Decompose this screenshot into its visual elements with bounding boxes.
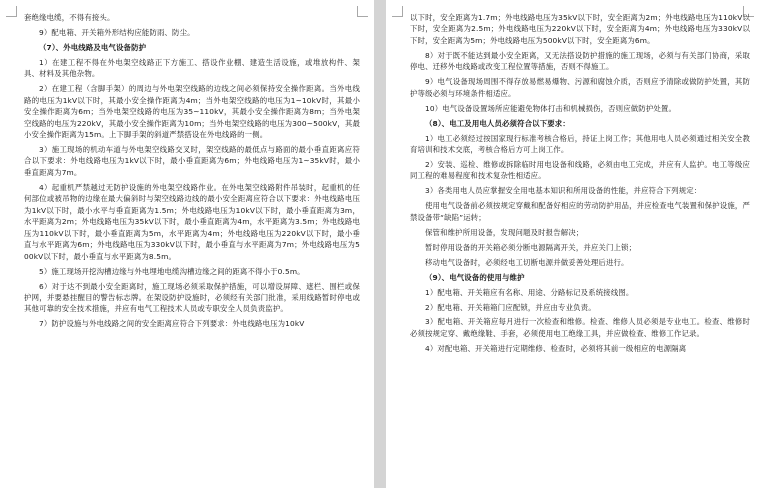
paragraph: 3）各类用电人员应掌握安全用电基本知识和所用设备的性能，并应符合下列规定：: [425, 186, 702, 196]
paragraph: 1）电工必须经过按国家现行标准考核合格后，持证上岗工作；其他用电人员必须通过相关安全教育培训和技术交底，考核合格后方可上岗工作。: [410, 133, 750, 155]
right-page: [386, 0, 760, 488]
section-heading: （9）、电气设备的使用与维护: [425, 272, 525, 282]
paragraph: 9）配电箱、开关箱外形结构应能防雨、防尘。: [39, 27, 195, 37]
paragraph: 2）在建工程（含脚手架）的周边与外电架空线路的边线之间必须保持安全操作距离。当外电线路的电压为1kV以下时，其最小安全操作距离为4m；当外电架空线路的电压为1~10kV时，其最小安全操作距离为6m；当外电架空线路的电压为35~110kV，其最小安全操作距离为8m；当外电架空线路的电压为220kV，其最小安全操作距离为10m；当外电架空线路的电压为300~500kV，其最小安全操作距离为15m。上下脚手架的斜道严禁搭设在外电线路的一侧。: [24, 84, 360, 140]
paragraph: 暂时停用设备的开关箱必须分断电源隔离开关，并应关门上锁；: [425, 242, 637, 252]
paragraph: 2）配电箱、开关箱箱门应配锁，并应由专业负责。: [425, 302, 596, 312]
page-gutter: [374, 0, 386, 488]
paragraph: 3）施工现场的机动车道与外电架空线路交叉时，架空线路的最低点与路面的最小垂直距离应符合以下要求：外电线路电压为1kV以下时，最小垂直距离为6m；外电线路电压为1~35kV时，最小垂直距离为7m。: [24, 145, 360, 177]
paragraph: 以下时，安全距离为1.7m；外电线路电压为35kV以下时，安全距离为2m；外电线路电压为110kV以下时，安全距离为2.5m；外电线路电压为220kV以下时，安全距离为4m；外电线路电压为330kV以下时，安全距离为5m；外电线路电压为500kV以下时，安全距离为6m。: [410, 13, 750, 45]
right-page-content: [410, 12, 750, 358]
crop-mark-top-left: [6, 6, 17, 17]
paragraph: 4）起重机严禁越过无防护设施的外电架空线路作业。在外电架空线路附件吊装时，起重机的任何部位或被吊物的边缘在最大偏斜时与架空线路边线的最小安全距离应符合以下要求：外电线路电压为1kV以下时，最小水平与垂直距离为1.5m；外电线路电压为10kV以下时，最小垂直距离为3m，水平距离为2m；外电线路电压为35kV以下时，最小垂直距离为4m，水平距离为3.5m；外电线路电压为110kV以下时，最小垂直距离为5m，水平距离为4m；外电线路电压为220kV以下时，最小垂直与水平距离为6m；外电线路电压为330kV以下时，最小垂直与水平距离为7m；外电线路电压为500kV以下时，最小垂直与水平距离为8.5m。: [24, 182, 360, 261]
paragraph: 使用电气设备前必须按规定穿戴和配备好相应的劳动防护用品，并应检查电气装置和保护设施，严禁设备带“缺陷”运转；: [410, 201, 750, 222]
paragraph: 5）施工现场开挖沟槽边缘与外电埋地电缆沟槽边缘之间的距离不得小于0.5m。: [39, 266, 305, 276]
paragraph: 套绝缘电缆，不得有接头。: [24, 13, 115, 22]
paragraph: 9）电气设备现场周围不得存放易燃易爆物、污源和腐蚀介质，否则应予清除或做防护处置，其防护等级必须与环境条件相适应。: [410, 77, 750, 98]
paragraph: 7）防护设施与外电线路之间的安全距离应符合下列要求：外电线路电压为10kV: [39, 319, 305, 329]
left-page-content: [24, 12, 360, 333]
section-heading: （7）、外电线路及电气设备防护: [39, 42, 147, 52]
paragraph: 4）对配电箱、开关箱进行定期维修、检查时，必须将其前一级相应的电源隔离: [425, 343, 687, 353]
paragraph: 3）配电箱、开关箱应每月进行一次检查和维修。检查、维修人员必须是专业电工。检查、维修时必须按规定穿、戴绝缘鞋、手套，必须使用电工绝缘工具，并应做检查、维修工作记录。: [410, 317, 750, 338]
crop-mark-top-left: [392, 6, 403, 17]
paragraph: 1）配电箱、开关箱应有名称、用途、分路标记及系统接线图。: [425, 287, 634, 297]
left-page: [0, 0, 374, 488]
paragraph: 6）对于达不到最小安全距离时，施工现场必须采取保护措施，可以增设屏障、遮栏、围栏或保护网，并要悬挂醒目的警告标志牌。在架设防护设施时，必须经有关部门批准，采用线路暂时停电或其他可靠的安全技术措施，并应有电气工程技术人员或专职安全人员负责监护。: [24, 281, 360, 314]
paragraph: 10）电气设备设置场所应能避免物体打击和机械损伤，否则应做防护处置。: [425, 103, 677, 113]
paragraph: 保管和维护所用设备，发现问题及时报告解决；: [425, 227, 584, 237]
paragraph: 8）对于既不能达到最小安全距离，又无法搭设防护措施的施工现场，必须与有关部门协商，采取停电、迁移外电线路或改变工程位置等措施，否则不得施工。: [410, 50, 750, 72]
paragraph: 2）安装、巡检、维修或拆除临时用电设备和线路，必须由电工完成，并应有人监护。电工等级应同工程的难易程度和技术复杂性相适应。: [410, 159, 750, 181]
section-heading: （8）、电工及用电人员必须符合以下要求：: [425, 118, 570, 128]
paragraph: 移动电气设备时，必须经电工切断电源并做妥善处理后进行。: [425, 257, 629, 267]
paragraph: 1）在建工程不得在外电架空线路正下方施工、搭设作业棚、建造生活设施，或堆放构件、架具、材料及其他杂物。: [24, 57, 360, 79]
